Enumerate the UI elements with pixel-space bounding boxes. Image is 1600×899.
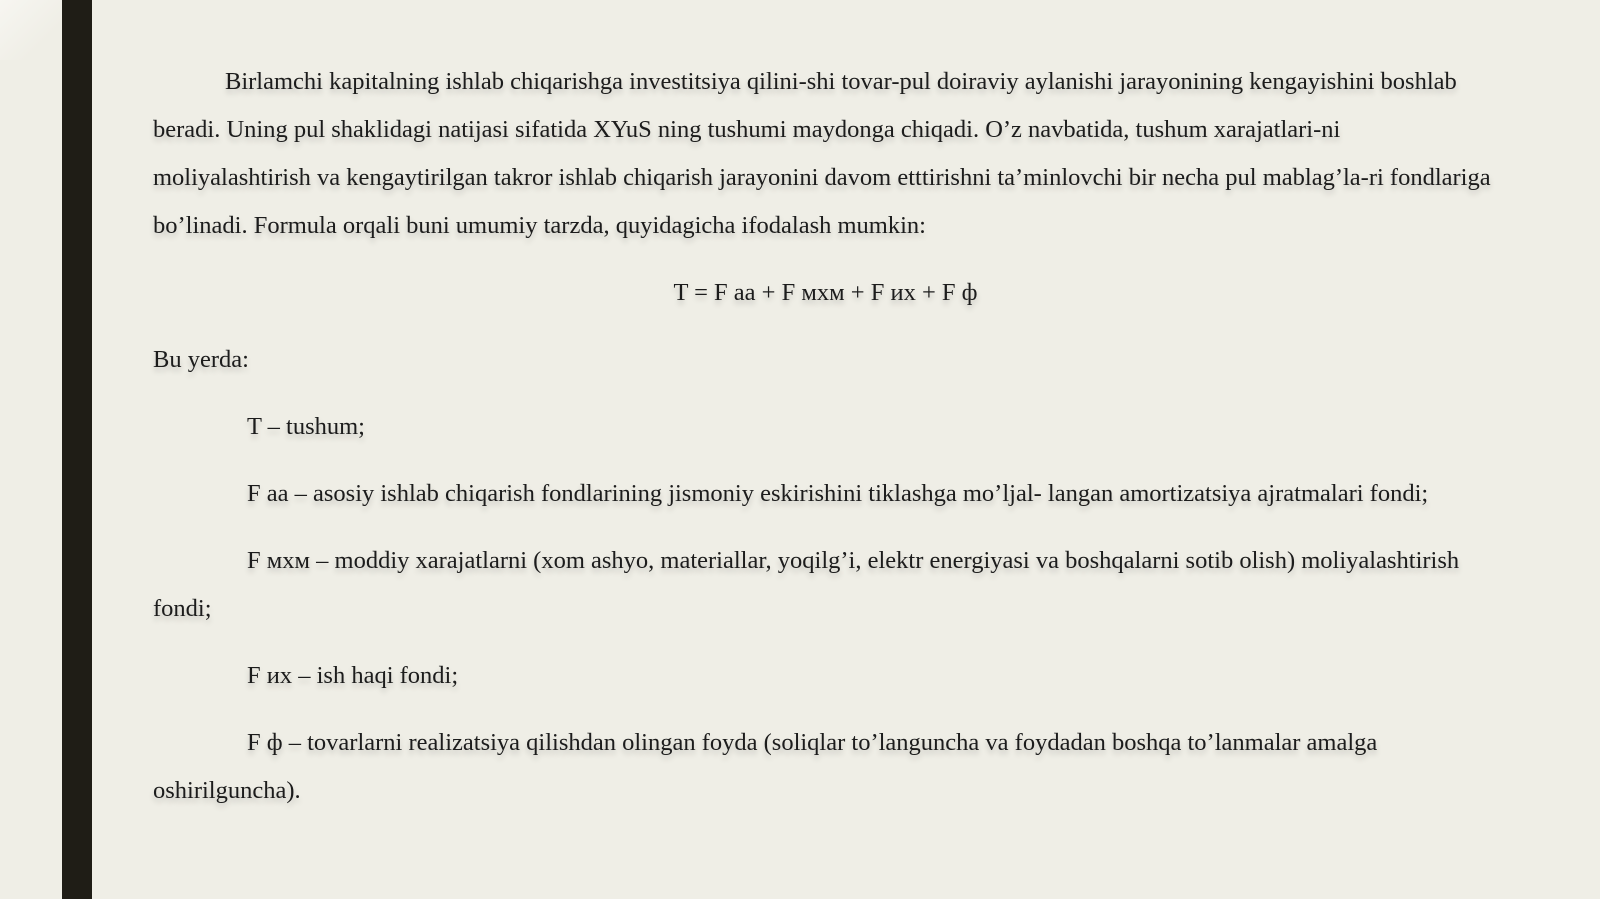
slide-content (153, 58, 1498, 815)
definition-f-ix: F их – ish haqi fondi; (247, 662, 459, 689)
corner-decoration (0, 0, 62, 60)
here-label: Bu yerda: (153, 346, 249, 373)
definition-f-aa: F aa – asosiy ishlab chiqarish fondlarining jismoniy eskirishini tiklashga mo’ljal- langan amortizatsiya ajratmalari fondi; (247, 480, 1429, 507)
definition-f-f: F ф – tovarlarni realizatsiya qilishdan olingan foyda (soliqlar to’languncha va foydadan boshqa to’lanmalar amalga oshirilguncha). (153, 729, 1378, 804)
left-accent-bar (62, 0, 92, 899)
intro-paragraph: Birlamchi kapitalning ishlab chiqarishga investitsiya qilini-shi tovar-pul doiraviy aylanishi jarayonining kengayishini boshlab beradi. Uning pul shaklidagi natijasi sifatida XYuS ning tushumi maydonga chiqadi. O’z navbatida, tushum xarajatlari-ni moliyalashtirish va kengaytirilgan takror ishlab chiqarish jarayonini davom etttirishni ta’minlovchi bir necha pul mablag’la-ri fondlariga bo’linadi. Formula orqali buni umumiy tarzda, quyidagicha ifodalash mumkin: (153, 68, 1491, 239)
definition-f-mxm: F мхм – moddiy xarajatlarni (xom ashyo, materiallar, yoqilg’i, elektr energiyasi va boshqalarni sotib olish) moliyalashtirish fondi; (153, 547, 1460, 622)
definition-tushum: T – tushum; (247, 413, 365, 440)
formula: T = F aa + F мхм + F их + F ф (673, 279, 978, 306)
